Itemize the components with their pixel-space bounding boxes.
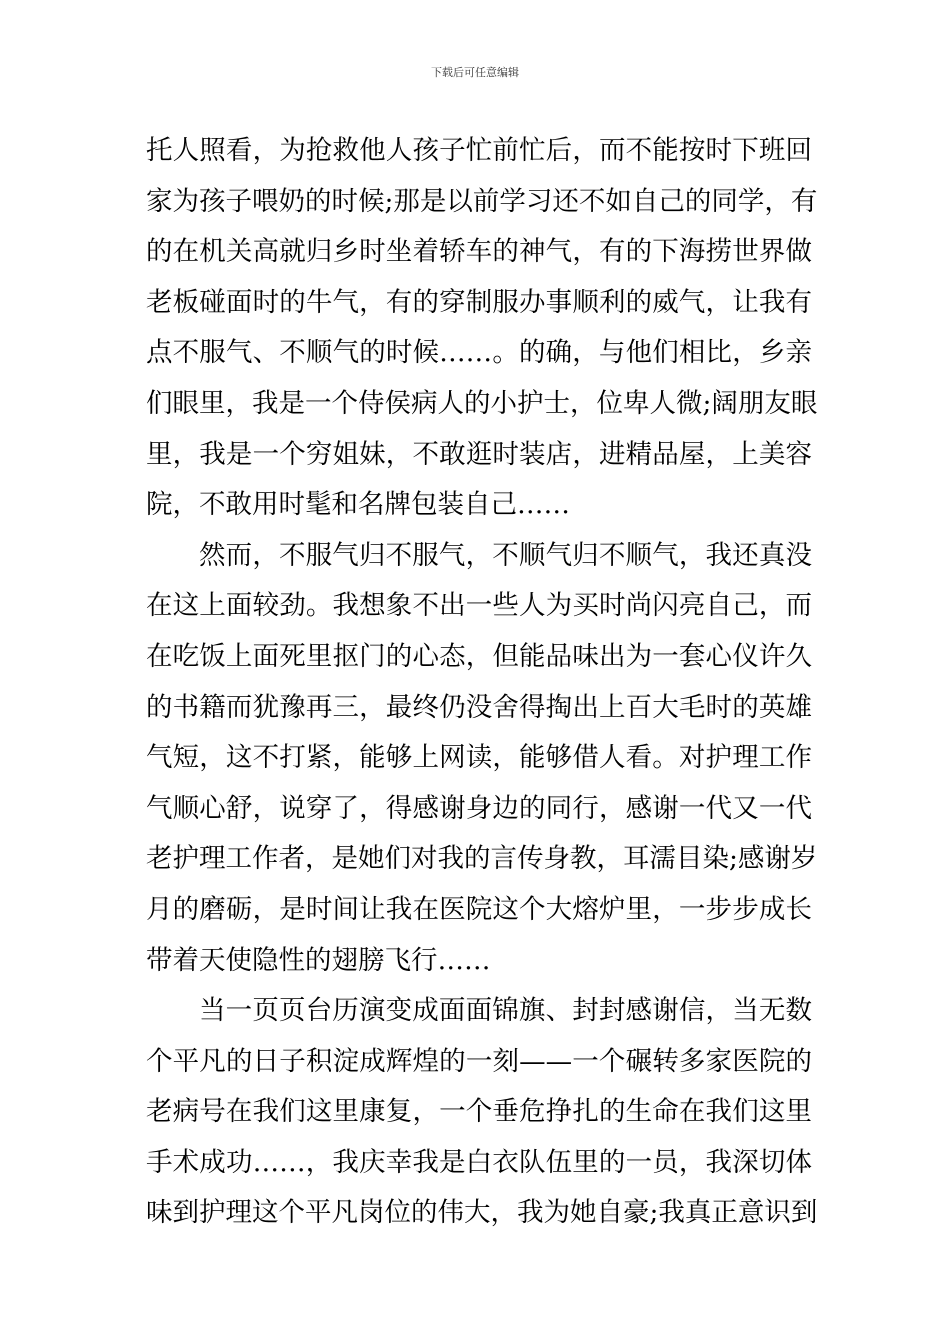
document-body <box>146 126 818 1239</box>
text-line: 老板碰面时的牛气，有的穿制服办事顺利的威气，让我有 <box>146 286 812 318</box>
text-line: 手术成功……，我庆幸我是白衣队伍里的一员，我深切体 <box>146 1146 812 1178</box>
text-line: 在这上面较劲。我想象不出一些人为买时尚闪亮自己，而 <box>146 590 812 622</box>
text-line: 味到护理这个平凡岗位的伟大，我为她自豪;我真正意识到 <box>146 1197 818 1229</box>
page-header: 下载后可任意编辑 <box>431 66 519 79</box>
text-line: 的在机关高就归乡时坐着轿车的神气，有的下海捞世界做 <box>146 236 812 268</box>
text-line: 院，不敢用时髦和名牌包装自己…… <box>146 489 570 521</box>
text-line: 里，我是一个穷姐妹，不敢逛时装店，进精品屋，上美容 <box>146 438 812 470</box>
text-line: 老护理工作者，是她们对我的言传身教，耳濡目染;感谢岁 <box>146 843 818 875</box>
text-line: 家为孩子喂奶的时候;那是以前学习还不如自己的同学，有 <box>146 185 818 217</box>
text-line: 在吃饭上面死里抠门的心态，但能品味出为一套心仪许久 <box>146 640 812 672</box>
text-line: 个平凡的日子积淀成辉煌的一刻——一个碾转多家医院的 <box>146 1045 812 1077</box>
text-line: 的书籍而犹豫再三，最终仍没舍得掏出上百大毛时的英雄 <box>146 691 812 723</box>
text-line: 老病号在我们这里康复，一个垂危挣扎的生命在我们这里 <box>146 1096 812 1128</box>
text-line: 然而，不服气归不服气，不顺气归不顺气，我还真没 <box>199 539 812 571</box>
text-line: 们眼里，我是一个侍侯病人的小护士，位卑人微;阔朋友眼 <box>146 387 818 419</box>
text-line: 月的磨砺，是时间让我在医院这个大熔炉里，一步步成长 <box>146 893 812 925</box>
text-line: 点不服气、不顺气的时候……。的确，与他们相比，乡亲 <box>146 337 812 369</box>
text-line: 托人照看，为抢救他人孩子忙前忙后，而不能按时下班回 <box>146 135 812 166</box>
text-line: 带着天使隐性的翅膀飞行…… <box>146 944 491 976</box>
text-line: 气顺心舒，说穿了，得感谢身边的同行，感谢一代又一代 <box>146 792 812 824</box>
text-line: 气短，这不打紧，能够上网读，能够借人看。对护理工作 <box>146 742 812 774</box>
text-line: 当一页页台历演变成面面锦旗、封封感谢信，当无数 <box>199 995 812 1027</box>
